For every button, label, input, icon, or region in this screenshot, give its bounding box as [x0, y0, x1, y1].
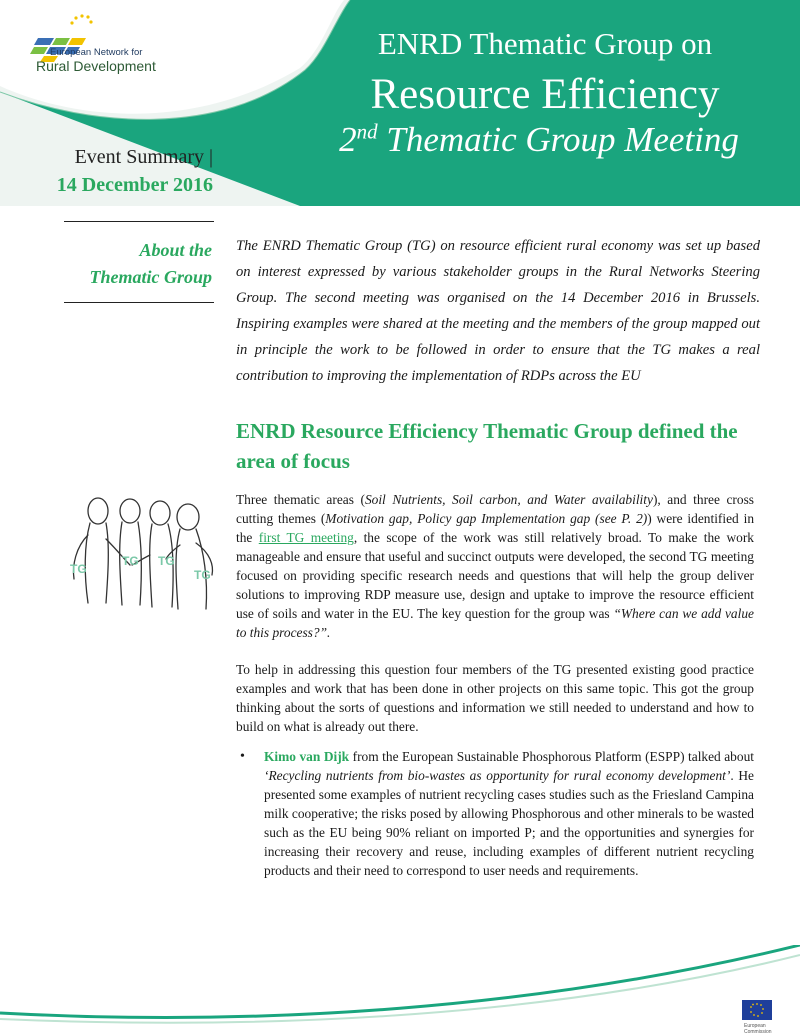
header-subtitle-number: 2 — [339, 120, 357, 159]
european-commission-label — [744, 1023, 772, 1035]
examples-paragraph: To help in addressing this question four members of the TG presented existing good practice examples and work that has been done in other projects on this same topic. This got the group thinking about the sorts of questions and information we still needed to understand and how to build on what is already out there. — [236, 662, 754, 734]
bullet-italic-title: ‘Recycling nutrients from bio-wastes as opportunity for rural economy development’ — [264, 768, 731, 783]
header-subtitle-sup: nd — [356, 119, 378, 144]
logo-text-line1: European Network for — [50, 47, 143, 58]
first-tg-meeting-link[interactable]: first TG meeting — [258, 530, 354, 545]
illus-label-3: TG — [158, 554, 175, 568]
logo-text-line2: Rural Development — [36, 58, 156, 74]
para1-text-4: , the scope of the work was still relatively broad. To make the work manageable and ensure that useful and succinct outputs were developed, the second TG meeting focused on providing specific research needs and questions that will help the group deliver solutions to improving RDP measure use, design and uptake to improve the resource efficient use of soils and water in the EU. The key question for the group was — [236, 530, 754, 621]
para1-text-1: Three thematic areas ( — [236, 492, 365, 507]
para1-italic-1: Soil Nutrients, Soil carbon, and Water availability — [364, 492, 653, 507]
divider-bottom — [64, 302, 214, 303]
bullet-text-2: . He presented some examples of nutrient recycling cases studies such as the Friesland Campina milk cooperative; the risks posed by allowing Phosphorous and other minerals to be wasted such as the EU being 90% reliant on imported P; and the opportunities and synergies for increasing their recovery and reuse, including examples of different nutrient recycling products and their need to correspond to user needs and requirements. — [264, 768, 754, 878]
header-title-line1: ENRD Thematic Group on — [377, 26, 713, 61]
event-date: 14 December 2016 — [56, 174, 213, 196]
illus-label-1: TG — [70, 562, 87, 576]
illus-label-2: TG — [122, 554, 139, 568]
intro-paragraph: The ENRD Thematic Group (TG) on resource efficient rural economy was set up based on interest expressed by various stakeholder groups in the Rural Networks Steering Group. The second meeting was organised on the 14 December 2016 in Brussels. Inspiring examples were shared at the meeting and the members of the group mapped out in principle the work to be followed in order to ensure that the TG makes a real contribution to improving the implementation of RDPs across the EU — [236, 238, 760, 384]
para1-italic-3: “Where can we add value to this process?”. — [236, 606, 754, 640]
divider-top — [64, 221, 214, 222]
footer-swoosh — [0, 945, 800, 1035]
ec-line1: European — [744, 1023, 766, 1029]
about-line2: Thematic Group — [89, 267, 212, 287]
para1-text-3: ) were identified in the — [236, 511, 755, 545]
para1-italic-2: Motivation gap, Policy gap Implementation gap (see P. 2) — [325, 511, 648, 526]
ec-line2: Commission — [744, 1029, 772, 1035]
section-heading: ENRD Resource Efficiency Thematic Group defined the area of focus — [236, 419, 738, 473]
header-title-line2: Resource Efficiency — [370, 71, 720, 118]
about-line1: About the — [139, 240, 212, 260]
illus-label-4: TG — [194, 568, 211, 582]
speaker-name: Kimo van Dijk — [264, 749, 350, 764]
bullet-text-1: from the European Sustainable Phosphorous Platform (ESPP) talked about — [349, 749, 754, 764]
bullet-marker: • — [240, 749, 245, 764]
about-thematic-group-label — [40, 237, 212, 291]
event-summary-label: Event Summary | — [74, 146, 213, 168]
header-subtitle-text: Thematic Group Meeting — [377, 120, 739, 159]
european-commission-flag-icon — [742, 1000, 772, 1020]
para1-text-2: ), and three cross cutting themes ( — [236, 492, 755, 526]
header-subtitle — [314, 120, 764, 160]
focus-paragraph — [236, 490, 754, 642]
bullet-item-kimo — [264, 747, 754, 880]
group-people-illustration — [62, 495, 220, 615]
